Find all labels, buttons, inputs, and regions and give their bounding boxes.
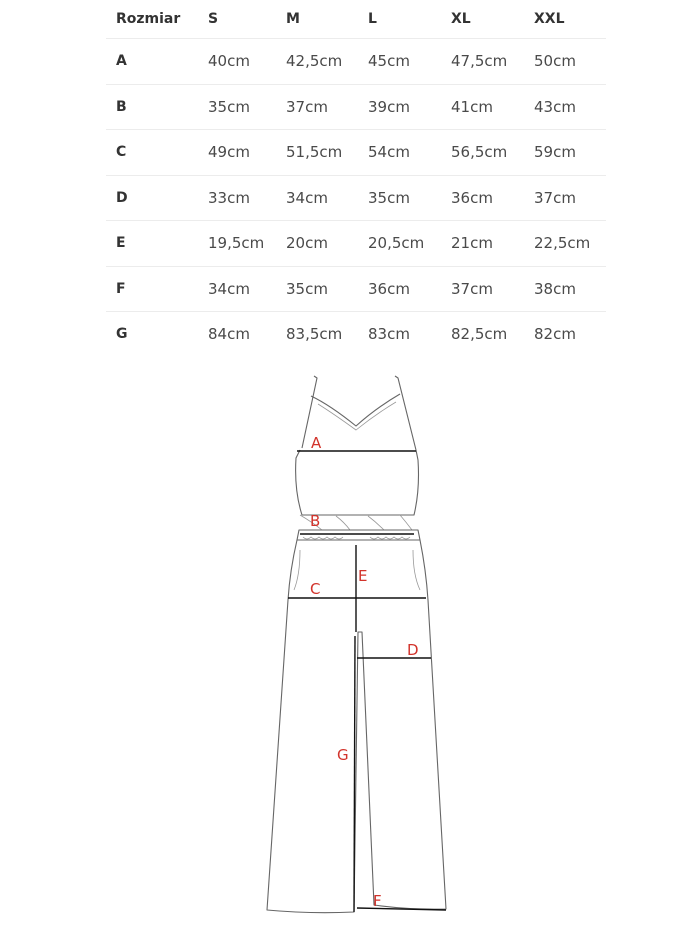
header-cell-l: L (368, 11, 377, 27)
table-cell: 20,5cm (368, 234, 425, 253)
table-cell: 20cm (286, 234, 328, 253)
header-cell-m: M (286, 11, 300, 27)
header-cell-xl: XL (451, 11, 471, 27)
row-label: G (116, 326, 128, 343)
measurement-label-g: G (337, 746, 349, 764)
measurement-label-d: D (407, 641, 419, 659)
header-cell-xxl: XXL (534, 11, 565, 27)
row-label: D (116, 189, 128, 206)
waistband (297, 530, 420, 540)
table-cell: 19,5cm (208, 234, 265, 253)
row-label: E (116, 235, 126, 252)
bodice-outline (296, 450, 419, 515)
table-cell: 47,5cm (451, 52, 508, 71)
row-label: A (116, 53, 127, 70)
table-cell: 82,5cm (451, 325, 508, 344)
table-cell: 34cm (286, 188, 328, 207)
measurement-label-b: B (310, 512, 321, 530)
table-cell: 39cm (368, 97, 410, 116)
table-cell: 35cm (286, 279, 328, 298)
table-cell: 38cm (534, 279, 576, 298)
table-cell: 51,5cm (286, 143, 343, 162)
measurement-label-f: F (373, 892, 382, 910)
table-cell: 37cm (451, 279, 493, 298)
table-cell: 59cm (534, 143, 576, 162)
header-cell-s: S (208, 11, 219, 27)
table-cell: 36cm (451, 188, 493, 207)
table-cell: 42,5cm (286, 52, 343, 71)
table-cell: 22,5cm (534, 234, 591, 253)
table-cell: 54cm (368, 143, 410, 162)
table-cell: 84cm (208, 325, 250, 344)
table-cell: 83cm (368, 325, 410, 344)
measurement-label-a: A (311, 434, 322, 452)
table-cell: 43cm (534, 97, 576, 116)
table-cell: 45cm (368, 52, 410, 71)
table-cell: 37cm (286, 97, 328, 116)
row-label: F (116, 280, 126, 297)
table-cell: 82cm (534, 325, 576, 344)
table-cell: 49cm (208, 143, 250, 162)
table-cell: 41cm (451, 97, 493, 116)
table-cell: 21cm (451, 234, 493, 253)
measurement-label-c: C (310, 580, 321, 598)
waistband-ruffle (303, 537, 410, 539)
table-cell: 34cm (208, 279, 250, 298)
measurement-label-e: E (358, 567, 368, 585)
table-cell: 40cm (208, 52, 250, 71)
table-cell: 35cm (368, 188, 410, 207)
row-label: B (116, 98, 127, 115)
table-cell: 37cm (534, 188, 576, 207)
table-cell: 35cm (208, 97, 250, 116)
neckline (311, 394, 400, 426)
table-cell: 36cm (368, 279, 410, 298)
header-cell-size: Rozmiar (116, 11, 181, 27)
table-cell: 56,5cm (451, 143, 508, 162)
right-strap (395, 376, 416, 450)
table-cell: 50cm (534, 52, 576, 71)
right-pocket (413, 550, 420, 590)
measurement-line-f (357, 908, 446, 910)
table-cell: 83,5cm (286, 325, 343, 344)
row-label: C (116, 144, 127, 161)
left-pocket (294, 550, 300, 590)
table-cell: 33cm (208, 188, 250, 207)
